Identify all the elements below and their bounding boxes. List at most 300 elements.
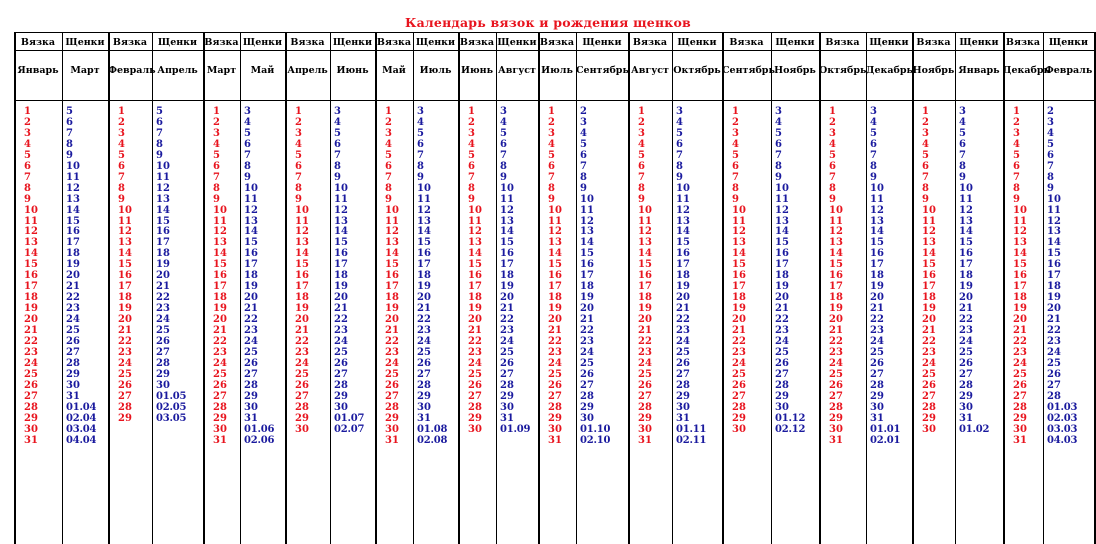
puppy-day: 25	[334, 346, 348, 358]
puppy-day: 24	[580, 346, 594, 358]
puppy-day: 7	[580, 160, 587, 172]
puppy-day: 3	[334, 106, 341, 117]
puppies-header-6: Щенки	[497, 37, 537, 48]
puppy-day: 10	[500, 182, 514, 194]
mating-day: 20	[24, 314, 38, 326]
puppy-day: 26	[500, 357, 514, 369]
mating-day: 12	[829, 226, 843, 238]
puppy-day: 28	[500, 379, 514, 391]
mating-day: 4	[638, 138, 645, 150]
puppy-day: 25	[580, 357, 594, 369]
puppy-day: 01.02	[959, 423, 990, 435]
mating-day: 27	[295, 390, 309, 402]
mating-day: 5	[732, 149, 739, 161]
mating-day: 10	[385, 204, 399, 216]
puppy-day: 10	[417, 182, 431, 194]
puppy-day: 9	[870, 171, 877, 183]
column-rule-1	[62, 32, 63, 544]
mating-day: 16	[118, 270, 132, 282]
puppy-day: 16	[959, 248, 973, 260]
puppy-day: 12	[334, 204, 348, 216]
mating-day: 2	[468, 116, 475, 128]
mating-day: 26	[548, 379, 562, 391]
puppy-day: 9	[244, 171, 251, 183]
puppy-day: 24	[156, 314, 170, 326]
puppy-day: 16	[1047, 259, 1061, 271]
puppy-day: 16	[500, 248, 514, 260]
mating-day: 19	[295, 303, 309, 315]
mating-day: 31	[1013, 434, 1027, 446]
mating-day: 12	[295, 226, 309, 238]
puppy-day: 18	[676, 270, 690, 282]
mating-day: 29	[638, 412, 652, 424]
puppy-day: 5	[870, 127, 877, 139]
puppies-header-12: Щенки	[1048, 37, 1089, 48]
mating-day: 15	[295, 259, 309, 271]
puppy-day: 18	[1047, 281, 1061, 293]
mating-day: 26	[295, 379, 309, 391]
puppy-day: 3	[244, 106, 251, 117]
mating-day: 22	[118, 335, 132, 347]
mating-day: 1	[548, 106, 555, 117]
puppy-day: 25	[676, 346, 690, 358]
puppy-day: 02.06	[244, 434, 275, 446]
puppy-day: 16	[334, 248, 348, 260]
puppy-day: 13	[959, 215, 973, 227]
puppy-day: 11	[580, 204, 594, 216]
puppy-day: 11	[959, 193, 973, 205]
mating-day: 17	[1013, 281, 1027, 293]
mating-day: 2	[829, 116, 836, 128]
mating-day: 25	[24, 368, 38, 380]
mating-day: 21	[829, 325, 843, 336]
mating-day: 26	[922, 379, 936, 391]
puppy-day: 27	[417, 368, 431, 380]
mating-day: 18	[385, 292, 399, 304]
mating-day: 15	[385, 259, 399, 271]
puppy-day: 23	[417, 325, 431, 336]
puppy-day: 21	[334, 303, 348, 315]
puppy-day: 5	[417, 127, 424, 139]
mating-day: 14	[295, 248, 309, 260]
puppy-day: 28	[870, 379, 884, 391]
column-rule-18	[819, 32, 821, 544]
puppy-day: 16	[870, 248, 884, 260]
mating-day: 26	[829, 379, 843, 391]
mating-day: 20	[829, 314, 843, 326]
mating-day: 30	[213, 423, 227, 435]
puppy-day: 10	[1047, 193, 1061, 205]
mating-day: 19	[468, 303, 482, 315]
mating-day: 26	[468, 379, 482, 391]
puppy-day: 15	[580, 248, 594, 260]
puppy-day: 31	[500, 412, 514, 424]
column-rule-5	[240, 32, 241, 544]
puppy-day: 03.05	[156, 412, 187, 424]
puppy-day: 01.05	[156, 390, 187, 402]
column-rule-6	[285, 32, 287, 544]
mating-day: 23	[1013, 346, 1027, 358]
puppy-day: 23	[676, 325, 690, 336]
mating-day: 18	[1013, 292, 1027, 304]
puppy-day: 19	[775, 281, 789, 293]
mating-day: 30	[922, 423, 936, 435]
mating-day: 18	[295, 292, 309, 304]
mating-day: 10	[732, 204, 746, 216]
puppy-day: 29	[870, 390, 884, 402]
mating-day: 23	[295, 346, 309, 358]
mating-day: 11	[829, 215, 843, 227]
mating-day: 16	[732, 270, 746, 282]
mating-month-1: Январь	[17, 65, 59, 76]
mating-day: 15	[638, 259, 652, 271]
mating-day: 27	[468, 390, 482, 402]
mating-day: 22	[1013, 335, 1027, 347]
mating-day: 25	[385, 368, 399, 380]
puppy-month-7: Сентябрь	[576, 65, 629, 76]
puppy-day: 15	[870, 237, 884, 249]
puppy-day: 6	[500, 138, 507, 150]
table-rule-2	[14, 50, 1094, 51]
mating-day: 30	[385, 423, 399, 435]
puppy-day: 27	[500, 368, 514, 380]
puppy-day: 12	[870, 204, 884, 216]
puppy-day: 21	[244, 303, 258, 315]
mating-day: 26	[24, 379, 38, 391]
mating-day: 14	[213, 248, 227, 260]
puppy-day: 24	[66, 314, 80, 326]
mating-day: 18	[829, 292, 843, 304]
mating-day: 27	[213, 390, 227, 402]
mating-day: 22	[922, 335, 936, 347]
puppy-day: 15	[417, 237, 431, 249]
puppy-day: 12	[775, 204, 789, 216]
mating-header-10: Вязка	[825, 37, 860, 48]
mating-day: 8	[638, 182, 645, 194]
puppy-day: 27	[156, 346, 170, 358]
mating-day: 18	[732, 292, 746, 304]
mating-day: 2	[385, 116, 392, 128]
mating-day: 25	[548, 368, 562, 380]
puppy-day: 02.11	[676, 434, 707, 446]
puppy-day: 25	[870, 346, 884, 358]
mating-month-6: Июнь	[460, 65, 494, 76]
puppy-day: 24	[775, 335, 789, 347]
puppy-day: 30	[676, 401, 690, 413]
puppy-day: 25	[66, 325, 80, 336]
mating-day: 6	[468, 160, 475, 172]
mating-day: 26	[638, 379, 652, 391]
mating-day: 23	[638, 346, 652, 358]
puppy-day: 13	[334, 215, 348, 227]
mating-day: 24	[548, 357, 562, 369]
puppy-day: 16	[66, 226, 80, 238]
mating-day: 9	[295, 193, 302, 205]
puppy-day: 15	[959, 237, 973, 249]
mating-day: 25	[468, 368, 482, 380]
puppy-day: 24	[959, 335, 973, 347]
puppy-day: 5	[676, 127, 683, 139]
puppy-day: 17	[775, 259, 789, 271]
puppy-day: 30	[500, 401, 514, 413]
mating-day: 25	[922, 368, 936, 380]
puppy-month-10: Декабрь	[866, 65, 913, 76]
puppy-day: 20	[1047, 303, 1061, 315]
puppy-day: 8	[1047, 171, 1054, 183]
puppy-day: 8	[66, 138, 73, 150]
puppy-day: 17	[66, 237, 80, 249]
puppy-day: 31	[417, 412, 431, 424]
mating-day: 30	[829, 423, 843, 435]
puppy-day: 21	[870, 303, 884, 315]
puppy-day: 20	[244, 292, 258, 304]
mating-day: 15	[468, 259, 482, 271]
puppy-day: 10	[580, 193, 594, 205]
mating-day: 25	[295, 368, 309, 380]
puppy-day: 29	[66, 368, 80, 380]
mating-day: 7	[385, 171, 392, 183]
puppy-day: 02.08	[417, 434, 448, 446]
mating-day: 20	[295, 314, 309, 326]
mating-day: 12	[385, 226, 399, 238]
mating-day: 3	[548, 127, 555, 139]
mating-header-5: Вязка	[376, 37, 412, 48]
puppy-day: 01.03	[1047, 401, 1078, 413]
puppy-day: 28	[156, 357, 170, 369]
puppy-day: 12	[417, 204, 431, 216]
puppy-day: 17	[500, 259, 514, 271]
mating-day: 25	[638, 368, 652, 380]
puppy-day: 12	[66, 182, 80, 194]
mating-day: 2	[118, 116, 125, 128]
puppy-day: 18	[417, 270, 431, 282]
puppy-day: 27	[676, 368, 690, 380]
mating-day: 9	[638, 193, 645, 205]
puppy-day: 5	[156, 106, 163, 117]
puppy-day: 19	[870, 281, 884, 293]
mating-month-10: Октябрь	[819, 65, 867, 76]
mating-day: 26	[732, 379, 746, 391]
puppy-day: 04.03	[1047, 434, 1078, 446]
mating-day: 11	[1013, 215, 1027, 227]
puppy-day: 6	[156, 116, 163, 128]
puppy-day: 4	[870, 116, 877, 128]
puppy-day: 17	[244, 259, 258, 271]
puppy-day: 20	[959, 292, 973, 304]
puppy-day: 14	[580, 237, 594, 249]
puppy-day: 26	[156, 335, 170, 347]
mating-day: 28	[213, 401, 227, 413]
puppy-day: 26	[244, 357, 258, 369]
mating-day: 8	[295, 182, 302, 194]
column-rule-7	[330, 32, 331, 544]
mating-day: 10	[468, 204, 482, 216]
mating-day: 1	[24, 106, 31, 117]
mating-day: 22	[24, 335, 38, 347]
mating-day: 12	[213, 226, 227, 238]
puppy-day: 6	[1047, 149, 1054, 161]
puppy-day: 7	[959, 149, 966, 161]
mating-day: 29	[732, 412, 746, 424]
puppy-day: 9	[334, 171, 341, 183]
mating-day: 10	[213, 204, 227, 216]
puppy-month-9: Ноябрь	[774, 65, 816, 76]
mating-day: 8	[829, 182, 836, 194]
puppy-day: 16	[156, 226, 170, 238]
puppy-day: 9	[417, 171, 424, 183]
puppy-day: 12	[156, 182, 170, 194]
puppy-day: 26	[1047, 368, 1061, 380]
mating-day: 5	[24, 149, 31, 161]
puppy-day: 9	[500, 171, 507, 183]
puppy-day: 15	[775, 237, 789, 249]
mating-day: 20	[1013, 314, 1027, 326]
mating-day: 19	[24, 303, 38, 315]
puppy-day: 9	[156, 149, 163, 161]
puppy-day: 18	[580, 281, 594, 293]
puppy-day: 17	[959, 259, 973, 271]
mating-day: 19	[829, 303, 843, 315]
puppy-day: 6	[334, 138, 341, 150]
column-rule-15	[672, 32, 673, 544]
mating-day: 25	[829, 368, 843, 380]
mating-day: 7	[1013, 171, 1020, 183]
puppy-day: 21	[959, 303, 973, 315]
mating-day: 28	[638, 401, 652, 413]
mating-day: 28	[24, 401, 38, 413]
mating-day: 6	[732, 160, 739, 172]
puppy-day: 22	[500, 314, 514, 326]
puppy-day: 17	[870, 259, 884, 271]
puppy-day: 22	[959, 314, 973, 326]
puppy-day: 29	[156, 368, 170, 380]
mating-header-8: Вязка	[632, 37, 668, 48]
mating-day: 13	[385, 237, 399, 249]
mating-day: 5	[295, 149, 302, 161]
mating-day: 9	[24, 193, 31, 205]
puppy-day: 28	[959, 379, 973, 391]
puppy-day: 22	[775, 314, 789, 326]
mating-day: 27	[638, 390, 652, 402]
mating-day: 29	[295, 412, 309, 424]
column-rule-22	[1003, 32, 1005, 544]
column-rule-17	[771, 32, 772, 544]
puppy-day: 11	[66, 171, 80, 183]
puppy-day: 01.07	[334, 412, 365, 424]
mating-day: 7	[638, 171, 645, 183]
mating-day: 27	[24, 390, 38, 402]
mating-day: 24	[1013, 357, 1027, 369]
mating-day: 7	[468, 171, 475, 183]
puppy-day: 9	[676, 171, 683, 183]
mating-day: 21	[732, 325, 746, 336]
puppy-day: 11	[244, 193, 258, 205]
mating-day: 21	[922, 325, 936, 336]
puppy-day: 28	[417, 379, 431, 391]
puppy-day: 2	[580, 106, 587, 117]
mating-day: 14	[829, 248, 843, 260]
mating-day: 6	[638, 160, 645, 172]
puppy-day: 12	[500, 204, 514, 216]
mating-day: 19	[922, 303, 936, 315]
mating-day: 31	[638, 434, 652, 446]
puppy-day: 13	[775, 215, 789, 227]
mating-day: 18	[24, 292, 38, 304]
mating-day: 27	[385, 390, 399, 402]
puppy-day: 31	[244, 412, 258, 424]
mating-day: 14	[548, 248, 562, 260]
mating-day: 25	[118, 368, 132, 380]
puppy-day: 10	[870, 182, 884, 194]
mating-day: 7	[548, 171, 555, 183]
puppy-day: 30	[66, 379, 80, 391]
puppy-day: 26	[417, 357, 431, 369]
mating-day: 31	[385, 434, 399, 446]
puppies-header-10: Щенки	[869, 37, 909, 48]
mating-day: 17	[468, 281, 482, 293]
mating-day: 28	[468, 401, 482, 413]
mating-day: 6	[385, 160, 392, 172]
mating-day: 14	[638, 248, 652, 260]
mating-day: 26	[213, 379, 227, 391]
mating-day: 4	[1013, 138, 1020, 150]
mating-header-12: Вязка	[1005, 37, 1041, 48]
mating-day: 23	[385, 346, 399, 358]
mating-day: 18	[922, 292, 936, 304]
puppy-day: 14	[1047, 237, 1061, 249]
puppy-day: 22	[244, 314, 258, 326]
mating-day: 8	[385, 182, 392, 194]
mating-day: 22	[385, 335, 399, 347]
puppy-day: 5	[959, 127, 966, 139]
puppy-day: 13	[244, 215, 258, 227]
puppy-day: 7	[334, 149, 341, 161]
puppy-day: 18	[156, 248, 170, 260]
puppy-day: 29	[334, 390, 348, 402]
mating-day: 1	[213, 106, 220, 117]
puppy-day: 20	[775, 292, 789, 304]
mating-day: 13	[468, 237, 482, 249]
puppy-day: 28	[580, 390, 594, 402]
mating-day: 25	[732, 368, 746, 380]
mating-day: 2	[638, 116, 645, 128]
puppy-day: 29	[775, 390, 789, 402]
mating-day: 22	[732, 335, 746, 347]
mating-day: 18	[213, 292, 227, 304]
mating-day: 30	[295, 423, 309, 435]
puppies-header-5: Щенки	[415, 37, 456, 48]
mating-day: 16	[638, 270, 652, 282]
mating-day: 24	[732, 357, 746, 369]
mating-day: 14	[922, 248, 936, 260]
puppy-day: 6	[959, 138, 966, 150]
mating-day: 16	[468, 270, 482, 282]
mating-day: 24	[24, 357, 38, 369]
mating-header-2: Вязка	[112, 37, 148, 48]
mating-day: 5	[829, 149, 836, 161]
mating-day: 13	[24, 237, 38, 249]
mating-day: 6	[1013, 160, 1020, 172]
mating-day: 1	[922, 106, 929, 117]
puppy-day: 5	[500, 127, 507, 139]
mating-day: 3	[638, 127, 645, 139]
mating-day: 20	[548, 314, 562, 326]
mating-day: 13	[1013, 237, 1027, 249]
mating-day: 17	[638, 281, 652, 293]
puppy-day: 30	[334, 401, 348, 413]
puppy-day: 19	[959, 281, 973, 293]
mating-day: 28	[922, 401, 936, 413]
